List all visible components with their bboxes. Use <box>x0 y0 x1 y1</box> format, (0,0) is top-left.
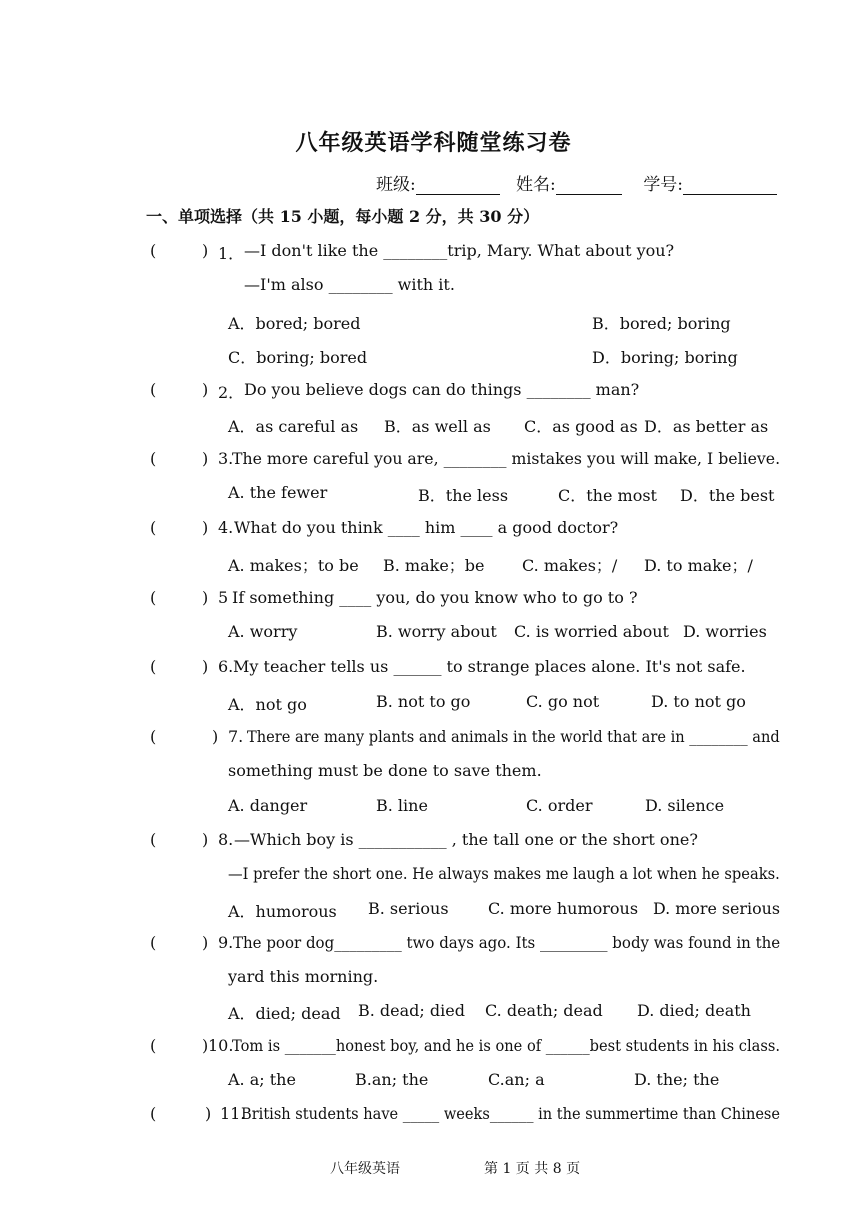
question-number: 4. <box>218 518 234 537</box>
question-text: If something ____ you, do you know who to go to ? <box>232 588 638 607</box>
option-d: D. to not go <box>651 692 746 711</box>
question-number: 10. <box>208 1036 234 1055</box>
question-text: —I don't like the ________trip, Mary. What about you? <box>244 241 675 260</box>
name-label: 姓名: <box>515 175 556 195</box>
answer-paren-open[interactable]: ( <box>150 518 157 537</box>
question-text-continued: —I prefer the short one. He always makes me laugh a lot when he speaks. <box>228 864 780 883</box>
question-number: 11. <box>220 1104 246 1123</box>
option-c: C．boring; bored <box>228 348 368 367</box>
answer-paren-open[interactable]: ( <box>150 588 157 607</box>
answer-paren-open[interactable]: ( <box>150 657 157 676</box>
option-b: B. not to go <box>376 692 471 711</box>
question-text: British students have _____ weeks______ in the summertime than Chinese <box>241 1104 781 1123</box>
option-d: D. silence <box>645 796 725 815</box>
question-number: 6. <box>218 657 234 676</box>
option-b: B．as well as <box>384 417 491 436</box>
option-c: C. order <box>526 796 593 815</box>
answer-paren-close[interactable]: ) <box>212 727 219 746</box>
footer-page-number: 第 1 页 共 8 页 <box>484 1161 581 1177</box>
student-info-row <box>376 170 777 195</box>
answer-paren-open[interactable]: ( <box>150 449 157 468</box>
name-blank[interactable] <box>556 178 622 195</box>
option-a: A. a; the <box>228 1070 296 1089</box>
question-text: Do you believe dogs can do things ________ man? <box>244 380 640 399</box>
id-blank[interactable] <box>683 178 777 195</box>
answer-paren-open[interactable]: ( <box>150 727 157 746</box>
question-text-continued: —I'm also ________ with it. <box>244 275 455 294</box>
answer-paren-close[interactable]: ) <box>202 1036 209 1055</box>
option-c: C. makes；/ <box>522 556 618 575</box>
question-text: The more careful you are, ________ mistakes you will make, I believe. <box>232 449 781 468</box>
question-text-continued: something must be done to save them. <box>228 761 542 780</box>
option-a: A. worry <box>228 622 298 641</box>
option-d: D. more serious <box>653 899 781 918</box>
answer-paren-close[interactable]: ) <box>202 933 209 952</box>
option-d: D. died; death <box>637 1001 751 1020</box>
option-d: D. worries <box>683 622 767 641</box>
question-text: The poor dog_________ two days ago. Its _________ body was found in the <box>233 933 781 952</box>
question-text: Tom is _______honest boy, and he is one of ______best students in his class. <box>232 1036 780 1055</box>
answer-paren-open[interactable]: ( <box>150 1036 157 1055</box>
option-a: A．humorous <box>228 902 337 921</box>
option-a: A．not go <box>228 695 307 714</box>
answer-paren-open[interactable]: ( <box>150 830 157 849</box>
question-text: What do you think ____ him ____ a good doctor? <box>234 518 619 537</box>
answer-paren-close[interactable]: ) <box>202 241 209 260</box>
class-blank[interactable] <box>416 178 500 195</box>
option-a: A．died; dead <box>228 1004 341 1023</box>
option-b: B. make；be <box>383 556 485 575</box>
answer-paren-close[interactable]: ) <box>202 657 209 676</box>
question-text: There are many plants and animals in the world that are in ________ and <box>247 727 780 746</box>
answer-paren-close[interactable]: ) <box>205 1104 212 1123</box>
answer-paren-close[interactable]: ) <box>202 588 209 607</box>
section-heading: 一、单项选择（共 15 小题，每小题 2 分，共 30 分） <box>146 207 540 226</box>
answer-paren-close[interactable]: ) <box>202 380 209 399</box>
answer-paren-open[interactable]: ( <box>150 933 157 952</box>
option-d: D. the; the <box>634 1070 720 1089</box>
option-c: C．as good as <box>524 417 638 436</box>
question-number: 8. <box>218 830 234 849</box>
option-b: B. line <box>376 796 428 815</box>
option-a: A. danger <box>228 796 308 815</box>
option-d: D. to make；/ <box>644 556 753 575</box>
option-b: B.an; the <box>355 1070 429 1089</box>
answer-paren-open[interactable]: ( <box>150 1104 157 1123</box>
option-d: D．the best <box>680 486 775 505</box>
option-a: A．bored; bored <box>228 314 361 333</box>
option-a: A. the fewer <box>228 483 328 502</box>
option-c: C．the most <box>558 486 657 505</box>
question-text: My teacher tells us ______ to strange places alone. It's not safe. <box>233 657 746 676</box>
option-a: A. makes；to be <box>228 556 359 575</box>
question-text-continued: yard this morning. <box>228 967 379 986</box>
answer-paren-close[interactable]: ) <box>202 518 209 537</box>
answer-paren-open[interactable]: ( <box>150 241 157 260</box>
option-b: B. worry about <box>376 622 497 641</box>
page-title: 八年级英语学科随堂练习卷 <box>295 130 572 156</box>
question-text: —Which boy is ___________ , the tall one or the short one? <box>234 830 698 849</box>
option-c: C. is worried about <box>514 622 669 641</box>
option-b: B. dead; died <box>358 1001 465 1020</box>
question-number: 1． <box>218 244 245 263</box>
option-d: D．as better as <box>644 417 769 436</box>
question-number: 9. <box>218 933 234 952</box>
option-c: C.an; a <box>488 1070 545 1089</box>
question-number: 3. <box>218 449 234 468</box>
option-d: D．boring; boring <box>592 348 738 367</box>
answer-paren-close[interactable]: ) <box>202 830 209 849</box>
answer-paren-open[interactable]: ( <box>150 380 157 399</box>
option-c: C. go not <box>526 692 600 711</box>
option-b: B．bored; boring <box>592 314 731 333</box>
footer-subject: 八年级英语 <box>330 1161 400 1177</box>
option-b: B．the less <box>418 486 509 505</box>
question-number: 5 <box>218 588 229 607</box>
option-b: B. serious <box>368 899 449 918</box>
question-number: 7. <box>228 727 244 746</box>
option-a: A．as careful as <box>228 417 359 436</box>
question-number: 2． <box>218 383 245 402</box>
option-c: C. death; dead <box>485 1001 603 1020</box>
id-label: 学号: <box>643 175 684 195</box>
option-c: C. more humorous <box>488 899 639 918</box>
answer-paren-close[interactable]: ) <box>202 449 209 468</box>
class-label: 班级: <box>376 175 416 195</box>
